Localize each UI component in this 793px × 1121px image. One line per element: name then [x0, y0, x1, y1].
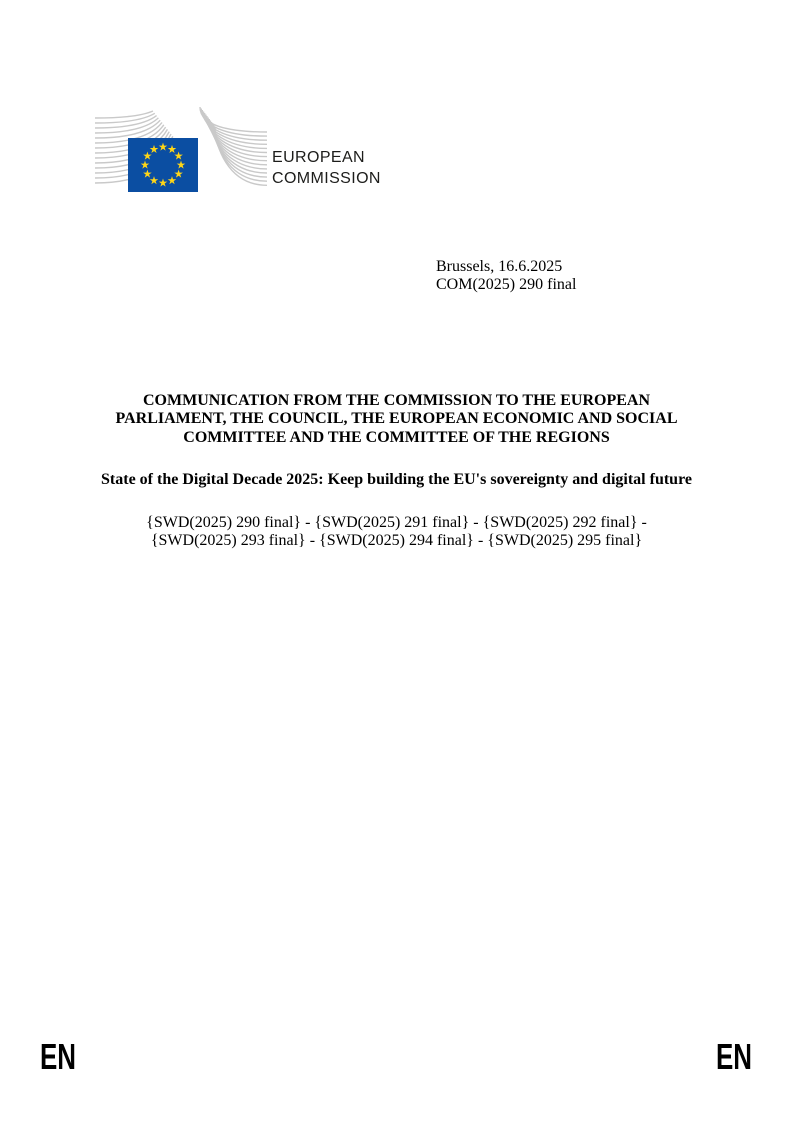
european-commission-logo	[95, 104, 267, 192]
document-subtitle: State of the Digital Decade 2025: Keep building the EU's sovereignty and digital future	[101, 471, 692, 488]
document-meta	[436, 258, 576, 295]
ec-logo-wordmark	[272, 147, 381, 189]
title-line-1: COMMUNICATION FROM THE COMMISSION TO THE EUROPEAN	[142, 392, 650, 409]
wordmark-line-2: COMMISSION	[272, 170, 381, 187]
title-line-3: COMMITTEE AND THE COMMITTEE OF THE REGIONS	[183, 428, 610, 446]
language-code-right: EN	[715, 1036, 752, 1077]
place-date: Brussels, 16.6.2025	[436, 258, 563, 275]
eu-flag-icon	[128, 138, 198, 192]
language-code-left: EN	[40, 1036, 77, 1077]
swd-line-2: {SWD(2025) 293 final} - {SWD(2025) 294 final} - {SWD(2025) 295 final}	[150, 532, 643, 550]
document-title	[0, 392, 793, 447]
swd-references	[0, 514, 793, 551]
title-line-2: PARLIAMENT, THE COUNCIL, THE EUROPEAN ECONOMIC AND SOCIAL	[115, 410, 678, 428]
logo-swoosh-right-icon	[200, 107, 267, 185]
wordmark-line-1: EUROPEAN	[272, 149, 365, 166]
document-reference: COM(2025) 290 final	[436, 276, 577, 294]
swd-line-1: {SWD(2025) 290 final} - {SWD(2025) 291 final} - {SWD(2025) 292 final} -	[146, 514, 647, 531]
